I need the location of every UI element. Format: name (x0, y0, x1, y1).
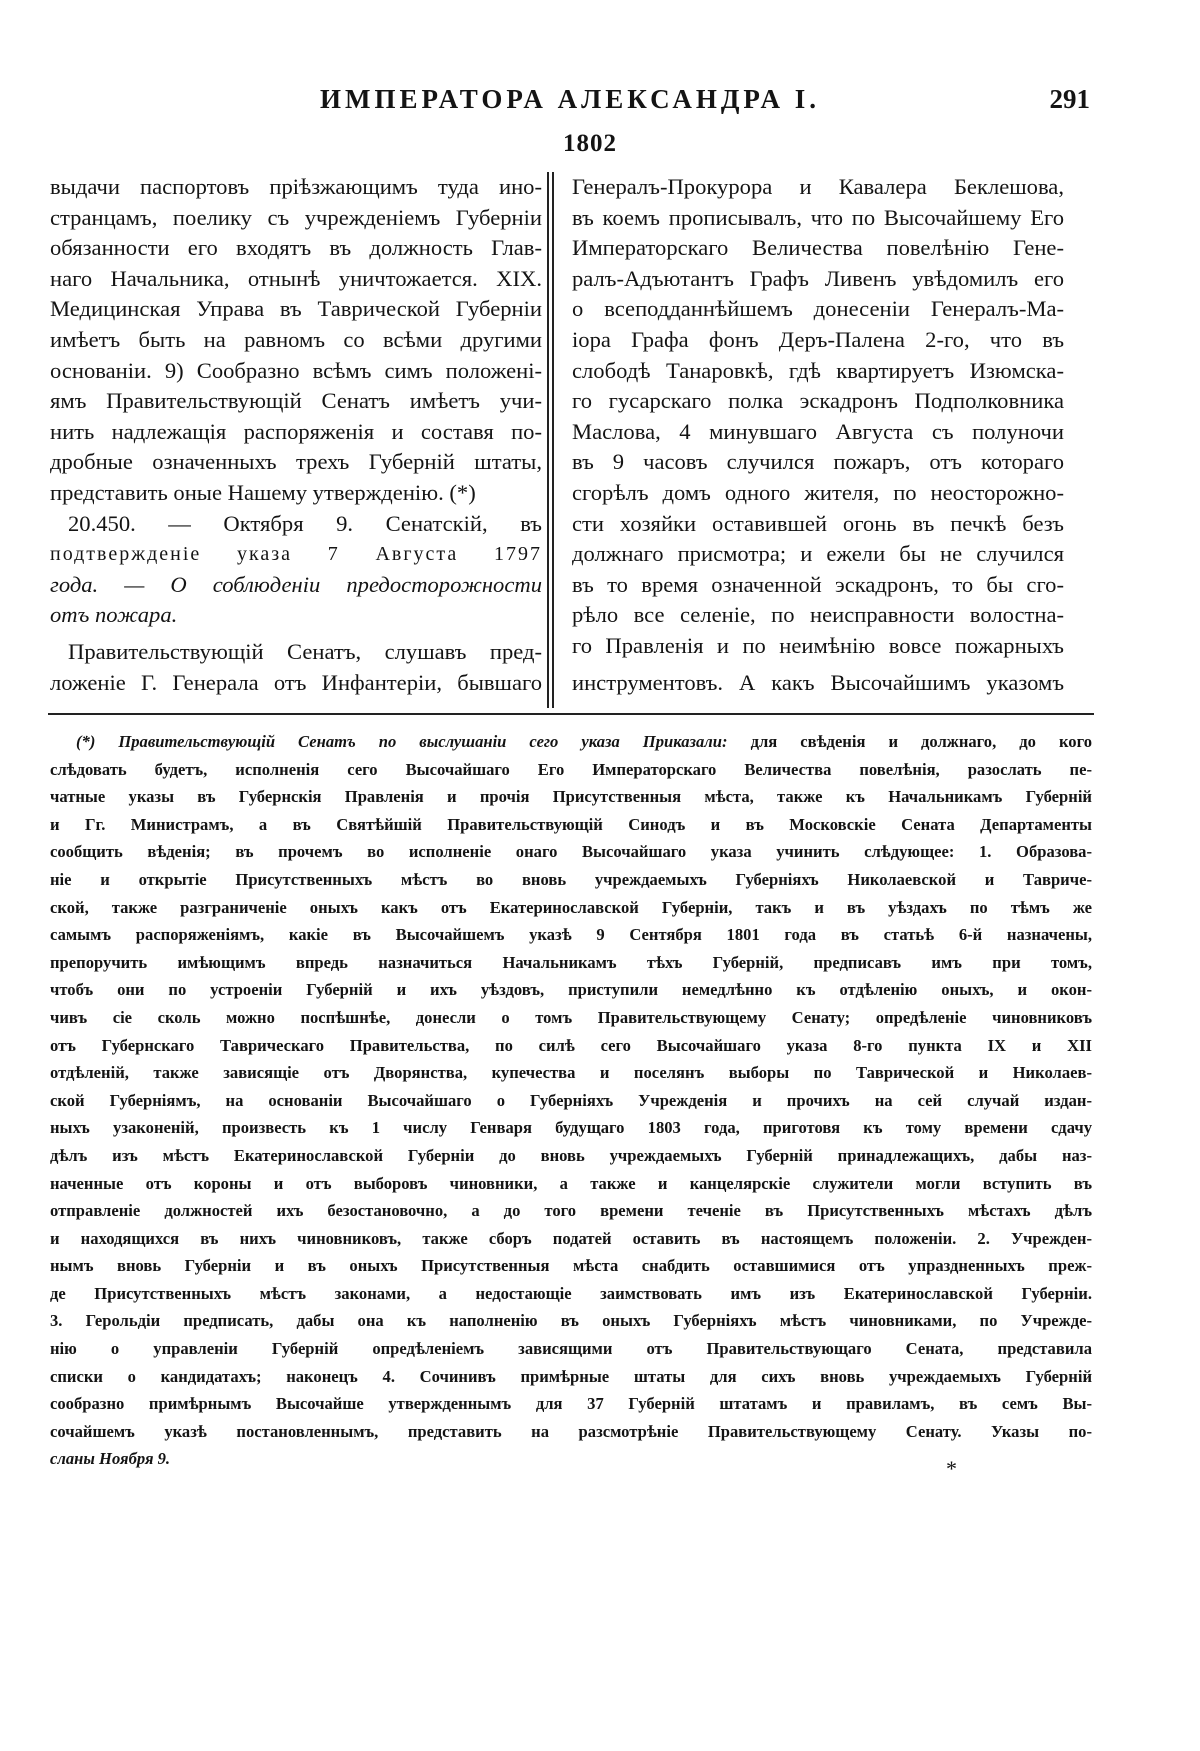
footnote-line: нiе и открытiе Присутственныхъ мѣстъ во вновь учреждаемыхъ Губернiяхъ Николаевской и Тавриче- (50, 869, 1092, 889)
text-line: инструментовъ. А какъ Высочайшимъ указомъ (572, 669, 1064, 695)
footnote (50, 728, 1092, 1473)
text-line: сти хозяйки оставившей огонь въ печкѣ безъ (572, 510, 1064, 536)
footnote-line: списки о кандидатахъ; наконецъ 4. Сочинивъ примѣрные штаты для сихъ вновь учреждаемыхъ Губернiй (50, 1366, 1092, 1386)
decree-heading-line: подтвержденiе указа 7 Августа 1797 (50, 543, 542, 566)
year-heading: 1802 (563, 130, 617, 157)
text-line: имѣетъ быть на равномъ со всѣми другими (50, 326, 542, 352)
footnote-lead: (*) Правительствующiй Сенатъ по выслушанiи сего указа Приказали: (76, 732, 728, 751)
footnote-line: нымъ вновь Губернiи и въ оныхъ Присутственныя мѣста снабдить оставшимися отъ упраздненныхъ преж- (50, 1256, 1092, 1276)
footnote-line: слѣдовать будетъ, исполненiя сего Высочайшаго Его Императорскаго Величества повелѣнiя, разослать пе- (50, 759, 1092, 779)
footnote-line: отъ Губернскаго Таврическаго Правительства, по силѣ сего Высочайшаго указа 8-го пункта IX и XII (50, 1035, 1092, 1055)
column-divider (552, 172, 554, 708)
footnote-line (50, 728, 1092, 756)
text-line: Медицинская Управа въ Таврической Губернiи (50, 296, 542, 322)
footnote-line: ской Губернiямъ, на основанiи Высочайшаго о Губернiяхъ Учрежденiя и прочихъ на сей случай издан- (50, 1090, 1092, 1110)
text-line: Генералъ-Прокурора и Кавалера Беклешова, (572, 174, 1064, 199)
footnote-line: сочайшемъ указѣ постановленнымъ, представить на разсмотрѣнiе Правительствующему Сенату. Указы по- (50, 1421, 1092, 1441)
text-line: выдачи паспортовъ прiѣзжающимъ туда ино- (50, 174, 542, 199)
running-head: ИМПЕРАТОРА АЛЕКСАНДРА I. (320, 84, 820, 114)
footnote-line: де Присутственныхъ мѣстъ законами, а недостающiе заимствовать имъ изъ Екатеринославской Губернiи. (50, 1283, 1092, 1303)
footnote-line: отдѣленiй, также зависящiе отъ Дворянства, купечества и поселянъ выборы по Таврической и Николаев- (50, 1063, 1092, 1083)
text-line: рѣло все селенiе, по неисправности волостна- (572, 602, 1064, 628)
footnote-line: сообщить вѣденiя; въ прочемъ во исполненiе онаго Высочайшаго указа учинить слѣдующее: 1. Образова- (50, 842, 1092, 862)
footnote-rule (48, 713, 1094, 715)
right-column (572, 172, 1064, 698)
text-line: слободѣ Танаровкѣ, гдѣ квартируетъ Изюмска- (572, 357, 1064, 383)
decree-number-line: 20.450. — Октября 9. Сенатскiй, въ (68, 510, 542, 536)
text-line: о всеподданнѣйшемъ донесенiи Генералъ-Ма- (572, 296, 1064, 322)
footnote-line: чтобъ они по устроенiи Губернiй и ихъ уѣздовъ, приступили немедлѣнно къ отдѣленiю оныхъ, и окон- (50, 980, 1092, 1000)
text-line: сгорѣлъ домъ одного жителя, по неосторожно- (572, 479, 1064, 505)
footnote-line: нiю о управленiи Губернiй опредѣленiемъ зависящими отъ Правительствующаго Сената, представила (50, 1339, 1092, 1359)
footnote-line: ской, также разграниченiе оныхъ какъ отъ Екатеринославской Губернiи, такъ и въ уѣздахъ по тѣмъ же (50, 897, 1092, 917)
footnote-line: наченные отъ короны и отъ выборовъ чиновники, а также и канцелярскiе служители могли вступить въ (50, 1173, 1092, 1193)
text-line: дробные означенныхъ трехъ Губернiй штаты, (50, 449, 542, 475)
decree-title-line: отъ пожара. (50, 602, 178, 628)
footnote-line: препоручить имѣющимъ впредь назначиться Начальникамъ тѣхъ Губернiй, предписавъ имъ при томъ, (50, 952, 1092, 972)
decree-title-line: года. — О соблюденiи предосторожности (50, 571, 542, 597)
text-line: ямъ Правительствующiй Сенатъ имѣетъ учи- (50, 388, 542, 414)
text-line: iора Графа фонъ Деръ-Палена 2-го, что въ (572, 326, 1064, 352)
footnote-line: и Гг. Министрамъ, а въ Святѣйшiй Правительствующiй Синодъ и въ Московскiе Сената Департаменты (50, 814, 1092, 834)
footnote-line: сланы Ноября 9. (50, 1449, 171, 1469)
text-line: Императорскаго Величества повелѣнiю Гене- (572, 235, 1064, 261)
end-mark: * (946, 1456, 957, 1481)
text-line: основанiи. 9) Сообразно всѣмъ симъ положенi- (50, 357, 542, 383)
text-line: въ 9 часовъ случился пожаръ, отъ котораго (572, 449, 1064, 475)
text-line: обязанности его входятъ въ должность Глав- (50, 235, 542, 261)
footnote-line: самымъ распоряженiямъ, какiе въ Высочайшемъ указѣ 9 Сентября 1801 года въ статьѣ 6-й назначены, (50, 925, 1092, 945)
text-line: должнаго присмотра; и ежели бы не случился (572, 541, 1064, 567)
footnote-line: чивъ сiе сколь можно поспѣшнѣе, донесли о томъ Правительствующему Сенату; опредѣленiе чиновниковъ (50, 1007, 1092, 1027)
footnote-line: ныхъ узаконенiй, произвесть къ 1 числу Генваря будущаго 1803 года, приготовя къ тому времени сдачу (50, 1118, 1092, 1138)
page-number: 291 (1049, 84, 1090, 114)
text-line: наго Начальника, отнынѣ уничтожается. XIX. (50, 265, 542, 291)
left-column (50, 172, 542, 698)
footnote-line: сообразно примѣрнымъ Высочайше утвержденнымъ для 37 Губернiй штатамъ и правиламъ, въ семъ Вы- (50, 1394, 1092, 1414)
text-line: представить оные Нашему утвержденiю. (*) (50, 479, 476, 505)
text-line: странцамъ, поелику съ учрежденiемъ Губернiи (50, 204, 542, 230)
text-line: въ то время означенной эскадронъ, то бы сго- (572, 571, 1064, 597)
text-line: ложенiе Г. Генерала отъ Инфантерiи, бывшаго (50, 669, 542, 695)
footnote-line: 3. Герольдiи предписать, дабы она къ наполненiю въ оныхъ Губернiяхъ мѣстъ чиновниками, по Учрежде- (50, 1311, 1092, 1331)
text-line: Правительствующiй Сенатъ, слушавъ пред- (68, 638, 542, 664)
text-line: ралъ-Адъютантъ Графъ Ливенъ увѣдомилъ его (572, 265, 1064, 291)
footnote-line: отправленiе должностей ихъ безостановочно, а до того времени теченiе въ Присутственныхъ мѣстахъ дѣлъ (50, 1201, 1092, 1221)
text-line: нить надлежащiя распоряженiя и составя по- (50, 418, 542, 444)
text-line: го Правленiя и по неимѣнiю вовсе пожарныхъ (572, 632, 1064, 658)
text-line: Маслова, 4 минувшаго Августа съ полуночи (572, 418, 1064, 444)
column-divider (547, 172, 549, 708)
footnote-line: чатные указы въ Губернскiя Правленiя и прочiя Присутственныя мѣста, также къ Начальникамъ Губернiй (50, 787, 1092, 807)
text-line: го гусарскаго полка эскадронъ Подполковника (572, 388, 1064, 414)
footnote-text: для свѣденiя и должнаго, до кого (750, 732, 1093, 751)
text-line: въ коемъ прописывалъ, что по Высочайшему Его (572, 204, 1064, 230)
footnote-line: и находящихся въ нихъ чиновниковъ, также сборъ податей оставить въ настоящемъ положенiи. 2. Учрежден- (50, 1228, 1092, 1248)
footnote-line: дѣлъ изъ мѣстъ Екатеринославской Губернiи до вновь учреждаемыхъ Губернiй принадлежащихъ, дабы наз- (50, 1145, 1092, 1165)
